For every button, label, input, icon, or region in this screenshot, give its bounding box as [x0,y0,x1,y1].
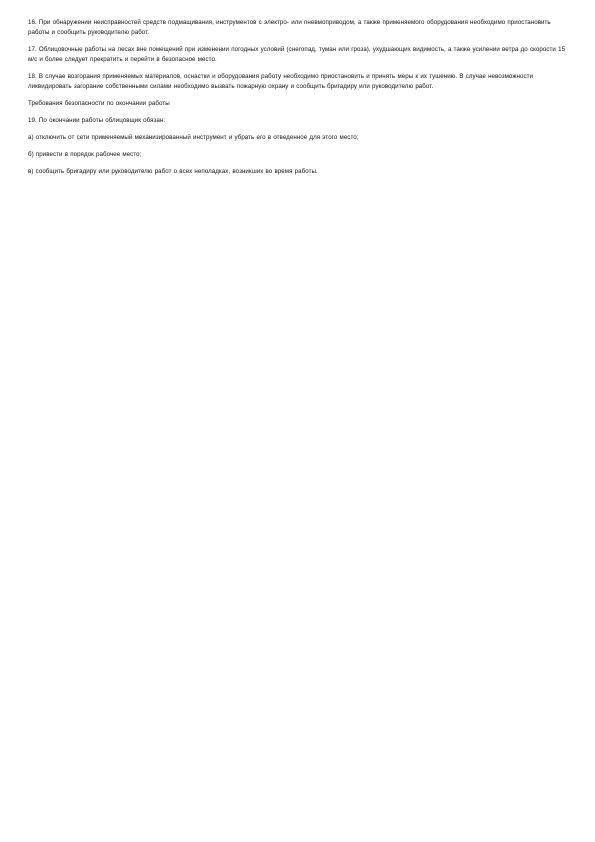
paragraph-18: 18. В случае возгорания применяемых материалов, оснастки и оборудования работу необходимо приостановить и принять меры к их тушению. В случае невозможности ликвидировать загорание собственными силами необходимо вызвать пожарную охрану и сообщить бригадиру или руководителю работ. [28,73,534,90]
paragraph-17: 17. Облицовочные работы на лесах вне помещений при изменении погодных условий (снегопад, туман или гроза), ухудшающих видимость, а также усилении ветра до скорости 15 м/с и более следует прекратить и перейти в безопасное место. [28,46,566,63]
section-heading-end-of-work: Требования безопасности по окончании работы [28,100,170,107]
paragraph-19: 19. По окончании работы облицовщик обязан: [28,117,166,124]
list-item-a: а) отключить от сети применяемый механизированный инструмент и убрать его в отведенное для этого место; [28,134,359,141]
list-item-b: б) привести в порядок рабочее место; [28,151,142,158]
document-page [28,18,568,184]
list-item-v: в) сообщить бригадиру или руководителю работ о всех неполадках, возникших во время работы. [28,168,318,175]
paragraph-16: 16. При обнаружении неисправностей средств подмащивания, инструментов с электро- или пневмоприводом, а также применяемого оборудования необходимо приостановить работы и сообщить руководителю работ. [28,19,551,36]
